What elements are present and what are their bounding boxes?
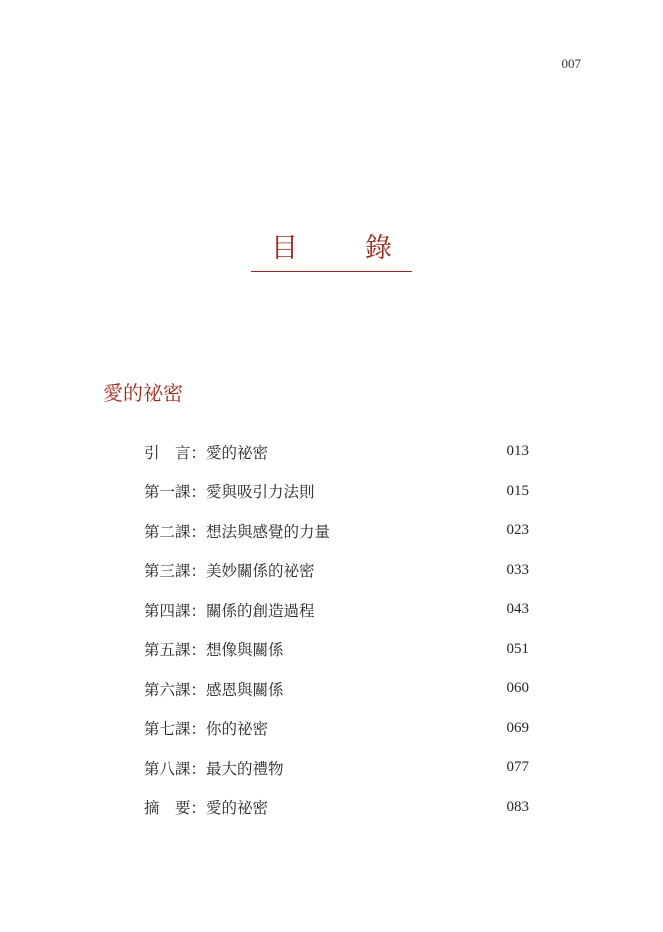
toc-entry-page: 013 [506, 443, 529, 460]
toc-entry[interactable] [144, 669, 529, 709]
toc-entry-label: 第二課：想法與感覺的力量 [144, 522, 331, 541]
toc-entry[interactable] [144, 748, 529, 788]
toc-entry-label: 引 言：愛的祕密 [144, 443, 269, 462]
toc-title [0, 226, 663, 272]
toc-entry-label: 摘 要：愛的祕密 [144, 799, 269, 818]
toc-entry[interactable] [144, 590, 529, 630]
toc-entry-page: 060 [506, 680, 529, 697]
toc-entry[interactable] [144, 630, 529, 670]
page-number: 007 [561, 56, 581, 71]
toc-entry[interactable] [144, 709, 529, 749]
toc-entry-page: 069 [506, 719, 529, 736]
toc-entry-label: 第一課：愛與吸引力法則 [144, 483, 315, 502]
toc-entry-page: 043 [506, 601, 529, 618]
toc-entry[interactable] [144, 432, 529, 472]
toc-entry-page: 015 [506, 482, 529, 499]
toc-entry-label: 第三課：美妙關係的祕密 [144, 562, 315, 581]
toc-entry-label: 第七課：你的祕密 [144, 720, 269, 739]
toc-entry-page: 083 [506, 798, 529, 815]
toc-entry-page: 077 [506, 759, 529, 776]
toc-entry-page: 033 [506, 561, 529, 578]
section-heading: 愛的祕密 [103, 381, 183, 405]
toc-entry[interactable] [144, 551, 529, 591]
toc-entry[interactable] [144, 788, 529, 828]
toc-entry-label: 第五課：想像與關係 [144, 641, 284, 660]
toc-entry-label: 第六課：感恩與關係 [144, 680, 284, 699]
toc-entry-page: 051 [506, 640, 529, 657]
toc-list [144, 432, 529, 827]
toc-entry-label: 第四課：關係的創造過程 [144, 601, 315, 620]
toc-entry-page: 023 [506, 522, 529, 539]
toc-entry[interactable] [144, 472, 529, 512]
toc-entry-label: 第八課：最大的禮物 [144, 759, 284, 778]
toc-entry[interactable] [144, 511, 529, 551]
toc-title-text: 目 錄 [251, 226, 412, 272]
